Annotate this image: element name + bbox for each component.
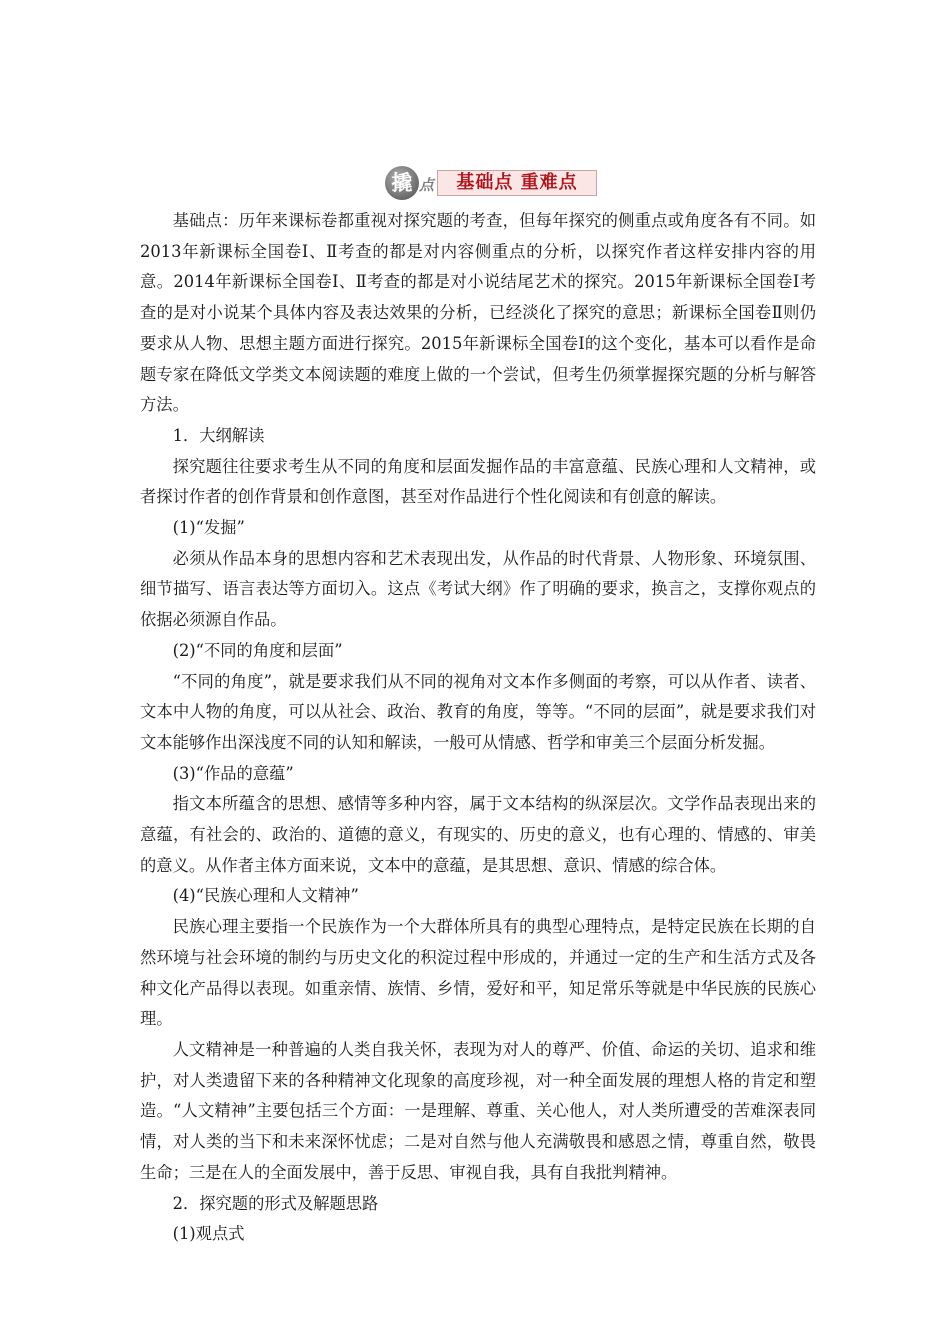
body-text bbox=[140, 206, 816, 1250]
heading-question-forms: 2．探究题的形式及解题思路 bbox=[172, 1193, 379, 1213]
subheading-angles-levels: (2)“不同的角度和层面” bbox=[172, 640, 343, 660]
banner-small-label: 点 bbox=[419, 176, 435, 194]
paragraph-outline: 探究题往往要求考生从不同的角度和层面发掘作品的丰富意蕴、民族心理和人文精神，或者探讨作者的创作背景和创作意图，甚至对作品进行个性化阅读和有创意的解读。 bbox=[140, 456, 816, 507]
section-banner bbox=[385, 166, 599, 200]
paragraph-humanistic-spirit: 人文精神是一种普遍的人类自我关怀，表现为对人的尊严、价值、命运的关切、追求和维护，对人类遗留下来的各种精神文化现象的高度珍视，对一种全面发展的理想人格的肯定和塑造。“人文精神”主要包括三个方面：一是理解、尊重、关心他人，对人类所遭受的苦难深表同情，对人类的当下和未来深怀忧虑；二是对自然与他人充满敬畏和感恩之情，尊重自然，敬畏生命；三是在人的全面发展中，善于反思、审视自我，具有自我批判精神。 bbox=[140, 1039, 816, 1182]
paragraph-angles-levels: “不同的角度”，就是要求我们从不同的视角对文本作多侧面的考察，可以从作者、读者、文本中人物的角度，可以从社会、政治、教育的角度，等等。“不同的层面”，就是要求我们对文本能够作出深浅度不同的认知和解读，一般可从情感、哲学和审美三个层面分析发掘。 bbox=[140, 671, 816, 752]
paragraph-national-psychology: 民族心理主要指一个民族作为一个大群体所具有的典型心理特点，是特定民族在长期的自然环境与社会环境的制约与历史文化的积淀过程中形成的，并通过一定的生产和生活方式及各种文化产品得以表现。如重亲情、族情、乡情，爱好和平，知足常乐等就是中华民族的民族心理。 bbox=[140, 917, 816, 1029]
subheading-viewpoint: (1)观点式 bbox=[172, 1224, 245, 1244]
subheading-explore: (1)“发掘” bbox=[172, 518, 245, 538]
heading-outline-reading: 1．大纲解读 bbox=[172, 425, 265, 445]
banner-emblem-icon: 撬 bbox=[385, 166, 419, 200]
paragraph-intro: 基础点：历年来课标卷都重视对探究题的考查，但每年探究的侧重点或角度各有不同。如2013年新课标全国卷Ⅰ、Ⅱ考查的都是对内容侧重点的分析，以探究作者这样安排内容的用意。2014年新课标全国卷Ⅰ、Ⅱ考查的都是对小说结尾艺术的探究。2015年新课标全国卷Ⅰ考查的是对小说某个具体内容及表达效果的分析，已经淡化了探究的意思；新课标全国卷Ⅱ则仍要求从人物、思想主题方面进行探究。2015年新课标全国卷Ⅰ的这个变化，基本可以看作是命题专家在降低文学类文本阅读题的难度上做的一个尝试，但考生仍须掌握探究题的分析与解答方法。 bbox=[140, 211, 816, 415]
paragraph-connotation: 指文本所蕴含的思想、感情等多种内容，属于文本结构的纵深层次。文学作品表现出来的意蕴，有社会的、政治的、道德的意义，有现实的、历史的意义，也有心理的、情感的、审美的意义。从作者主体方面来说，文本中的意蕴，是其思想、意识、情感的综合体。 bbox=[140, 794, 816, 875]
paragraph-explore: 必须从作品本身的思想内容和艺术表现出发，从作品的时代背景、人物形象、环境氛围、细节描写、语言表达等方面切入。这点《考试大纲》作了明确的要求，换言之，支撑你观点的依据必须源自作品。 bbox=[140, 548, 816, 630]
section-heading: 基础点 重难点 bbox=[437, 170, 597, 196]
subheading-connotation: (3)“作品的意蕴” bbox=[172, 763, 294, 783]
subheading-national-psychology: (4)“民族心理和人文精神” bbox=[172, 886, 359, 906]
